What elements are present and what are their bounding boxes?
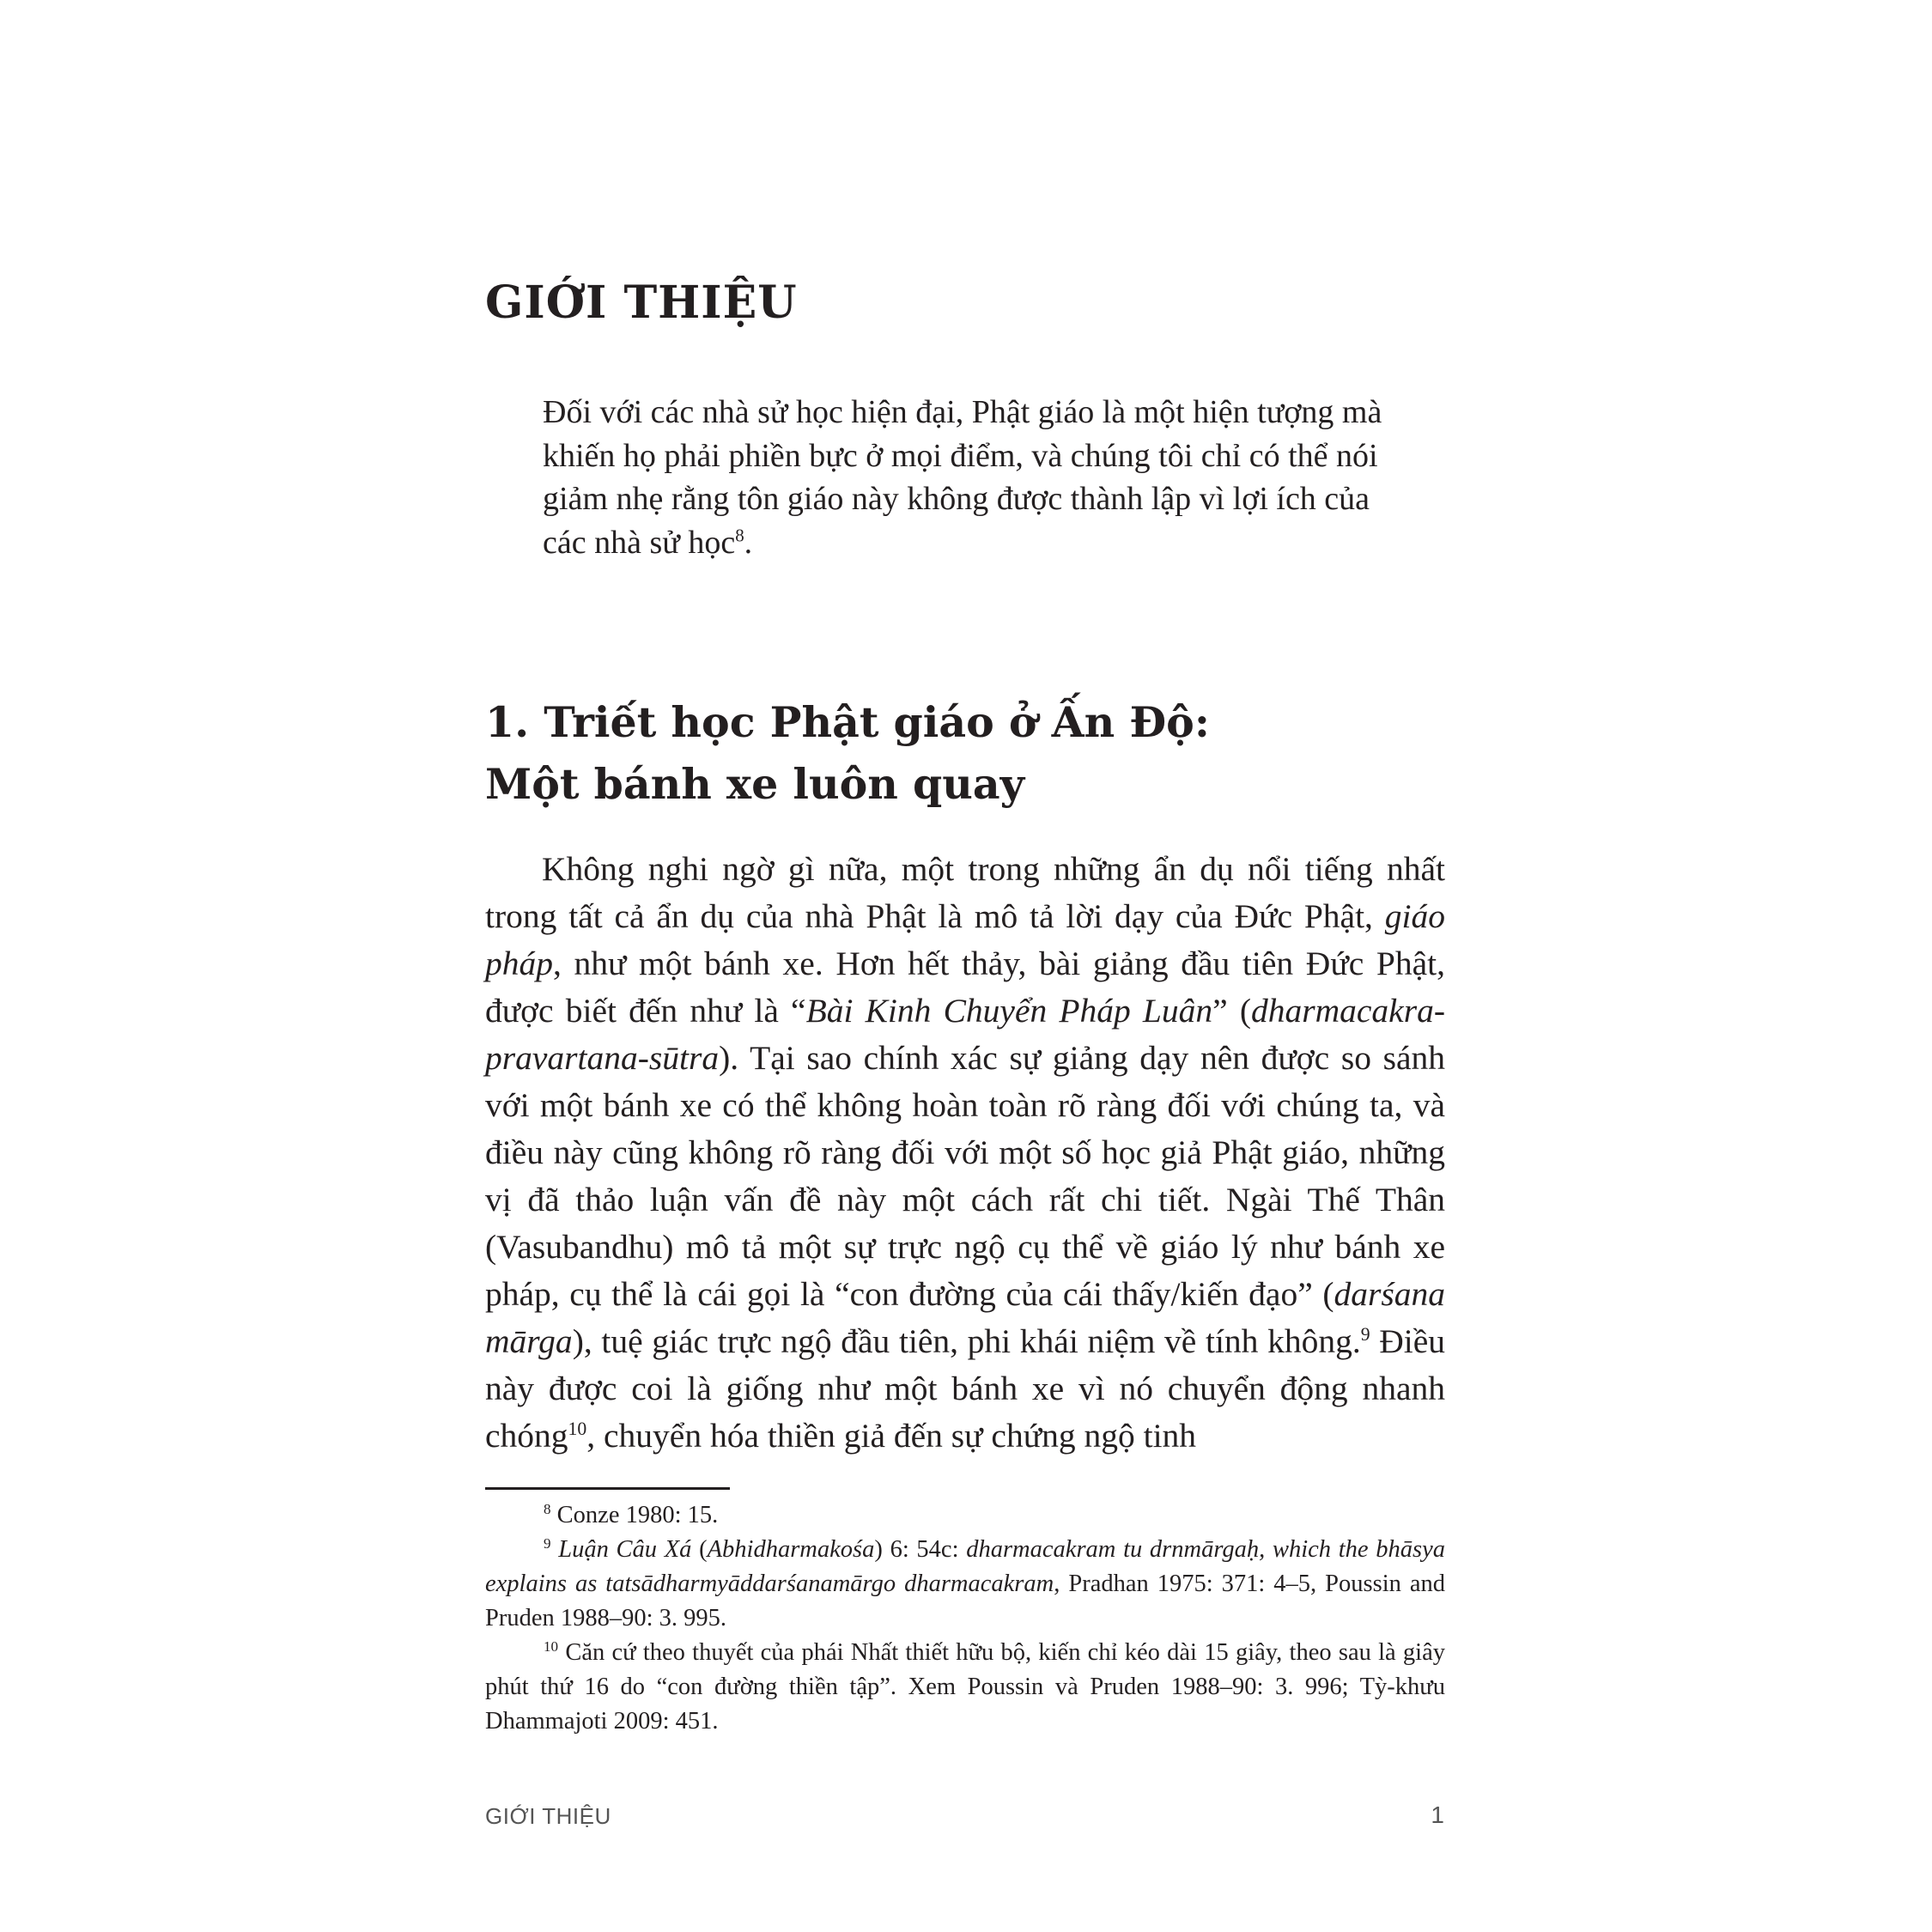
footnote-10	[485, 1636, 1445, 1739]
footnote-italic: Luận Câu Xá	[550, 1536, 692, 1563]
body-text-run: Không nghi ngờ gì nữa, một trong những ẩn dụ nổi tiếng nhất trong tất cả ẩn dụ của nhà Phật là mô tả lời dạy của Đức Phật,	[485, 850, 1445, 935]
footnote-number: 10	[544, 1637, 559, 1655]
body-text-run: ). Tại sao chính xác sự giảng dạy nên được so sánh với một bánh xe có thể không hoàn toàn rõ ràng đối với chúng ta, và điều này cũng không rõ ràng đối với một số học giả Phật giáo, những vị đã thảo luận vấn đề này một cách rất chi tiết. Ngài Thế Thân (Vasubandhu) mô tả một sự trực ngộ cụ thể về giáo lý như bánh xe pháp, cụ thể là cái gọi là “con đường của cái thấy/kiến đạo” (	[485, 1039, 1445, 1313]
body-text-run: ” (	[1212, 992, 1251, 1030]
section-heading	[485, 691, 1210, 815]
epigraph-quote	[543, 391, 1410, 564]
footnote-ref-10: 10	[568, 1418, 587, 1439]
running-header: GIỚI THIỆU	[485, 1803, 611, 1829]
body-text-run: ), tuệ giác trực ngộ đầu tiên, phi khái niệm về tính không.	[572, 1322, 1361, 1360]
epigraph-end: .	[744, 524, 753, 561]
body-paragraph	[485, 846, 1445, 1460]
body-italic-term: darśana mārga	[485, 1275, 1445, 1360]
footnote-ref-9: 9	[1360, 1323, 1370, 1345]
footnote-italic: Abhidharmakośa	[707, 1536, 875, 1563]
footnote-text: Conze 1980: 15.	[550, 1502, 719, 1528]
footnote-text: ) 6: 54c:	[874, 1536, 967, 1563]
footnote-text: (	[691, 1536, 708, 1563]
body-italic-term: dharmacakra-pravartana-sūtra	[485, 992, 1445, 1077]
section-heading-line-2: Một bánh xe luôn quay	[485, 759, 1025, 809]
footnote-number: 8	[544, 1500, 551, 1517]
body-italic-term: Bài Kinh Chuyển Pháp Luân	[805, 992, 1213, 1030]
page-number: 1	[1431, 1801, 1444, 1828]
footnotes	[485, 1498, 1445, 1739]
body-text-run: , chuyển hóa thiền giả đến sự chứng ngộ tinh	[586, 1417, 1197, 1455]
footnote-divider	[485, 1487, 730, 1490]
footnote-italic: dharmacakram tu drnmārgaḥ, which the bhāsya explains as tatsādharmyāddarśanamārgo dharmacakram	[485, 1536, 1446, 1597]
footnote-number: 9	[544, 1534, 551, 1552]
epigraph-text: Đối với các nhà sử học hiện đại, Phật giáo là một hiện tượng mà khiến họ phải phiền bực ở mọi điểm, và chúng tôi chỉ có thể nói giảm nhẹ rằng tôn giáo này không được thành lập vì lợi ích của các nhà sử học	[543, 394, 1382, 561]
footnote-text: Căn cứ theo thuyết của phái Nhất thiết hữu bộ, kiến chỉ kéo dài 15 giây, theo sau là giây phút thứ 16 do “con đường thiền tập”. Xem Poussin và Pruden 1988–90: 3. 996; Tỳ-khưu Dhammajoti 2009: 451.	[485, 1639, 1445, 1735]
body-italic-term: giáo pháp	[485, 897, 1445, 982]
footnote-9	[485, 1533, 1445, 1636]
body-text-run: Điều này được coi là giống như một bánh xe vì nó chuyển động nhanh chóng	[485, 1322, 1445, 1455]
chapter-title: GIỚI THIỆU	[485, 276, 798, 329]
footnote-ref-8: 8	[735, 524, 744, 545]
section-heading-line-1: 1. Triết học Phật giáo ở Ấn Độ:	[485, 697, 1210, 747]
body-text-run: , như một bánh xe. Hơn hết thảy, bài giảng đầu tiên Đức Phật, được biết đến như là “	[485, 945, 1445, 1030]
footnote-8	[485, 1498, 1445, 1533]
footnote-text: , Pradhan 1975: 371: 4–5, Poussin and Pruden 1988–90: 3. 995.	[485, 1571, 1445, 1631]
